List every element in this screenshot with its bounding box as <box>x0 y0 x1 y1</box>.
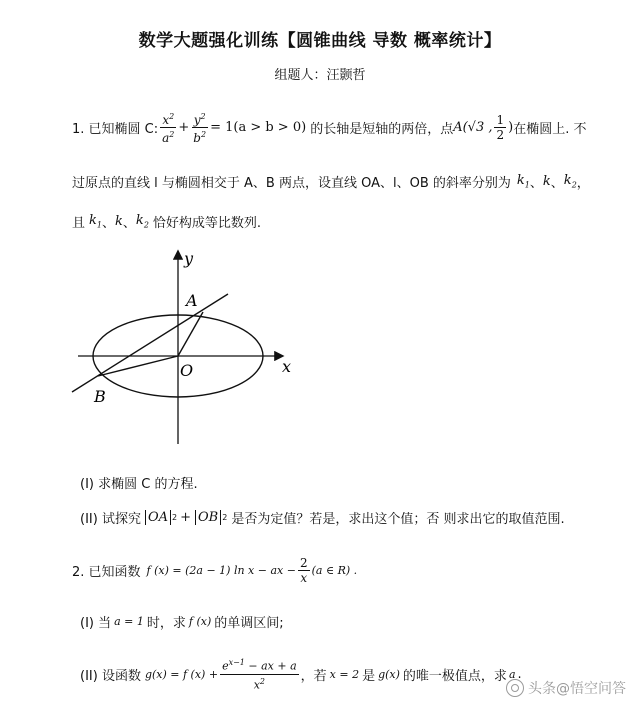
q1-tail: 在椭圆上. 不 <box>513 122 587 137</box>
line-l <box>72 294 228 392</box>
q2-part1: (I) 当 a = 1 时，求 f (x) 的单调区间; <box>80 615 284 631</box>
q1-part2: (II) 试探究 OA 2 + OB 2 是否为定值？若是，求出这个值；否 则求出它的取值范围. <box>80 510 565 527</box>
label-o: O <box>180 361 194 380</box>
label-a: A <box>186 291 198 310</box>
q1-mid-text: 的长轴是短轴的两倍，点 <box>310 122 454 137</box>
q2-function: f (x) = (2a − 1) ln x − ax − <box>146 564 296 577</box>
label-b: B <box>94 387 106 406</box>
watermark: 头条@悟空问答 <box>506 678 626 698</box>
q1-line3: 且 $k_1$ 、 k 、 $k_2$ 恰好构成等比数列. <box>72 213 262 231</box>
frac-half: $\frac{1}{2}$ <box>496 113 505 142</box>
point-a: A(√3 , <box>453 120 493 135</box>
label-y: y <box>184 249 194 268</box>
wukong-logo-icon <box>506 679 524 697</box>
page-title: 数学大题强化训练【圆锥曲线 导数 概率统计】 <box>138 31 502 51</box>
author-line: 组题人：汪颢哲 <box>274 68 366 83</box>
q1-line1: 1. 已知椭圆 C: $\frac{x^2}{a^2}$ + $\frac{y^2}{b^2}$ = 1(a > b > 0) 的长轴是短轴的两倍，点 A(√3 , $\frac{1}{2}$ ) 在椭圆上. 不 <box>72 112 587 145</box>
q2-part2: (II) 设函数 g(x) = f (x) + $\frac{e^{x-1} - ax + a}{x^2}$ ，若 x = 2 是 g(x) 的唯一极值点，求 a . <box>80 658 522 692</box>
frac-g: $\frac{e^{x-1} - ax + a}{x^2}$ <box>222 658 297 692</box>
frac-y2-b2: $\frac{y^2}{b^2}$ <box>193 112 207 145</box>
q1-part1: (I) 求椭圆 C 的方程. <box>80 477 198 492</box>
ellipse-condition: = 1(a > b > 0) <box>210 120 307 135</box>
ellipse-figure <box>60 244 310 454</box>
q1-line2: 过原点的直线 l 与椭圆相交于 A、B 两点，设直线 OA、l、OB 的斜率分别为 $k_1$ 、 k 、 $k_2$ ， <box>72 173 590 191</box>
frac-2-x: $\frac{2}{x}$ <box>299 556 308 585</box>
segment-ob <box>98 356 178 376</box>
abs-ob: OB <box>195 510 221 525</box>
label-x: x <box>282 357 292 376</box>
q2-line: 2. 已知函数 f (x) = (2a − 1) ln x − ax − $\frac{2}{x}$ (a ∈ R) . <box>72 556 358 585</box>
q1-prefix: 1. 已知椭圆 C: <box>72 122 159 137</box>
frac-x2-a2: $\frac{x^2}{a^2}$ <box>162 112 175 145</box>
abs-oa: OA <box>145 510 171 525</box>
segment-oa <box>178 312 203 356</box>
